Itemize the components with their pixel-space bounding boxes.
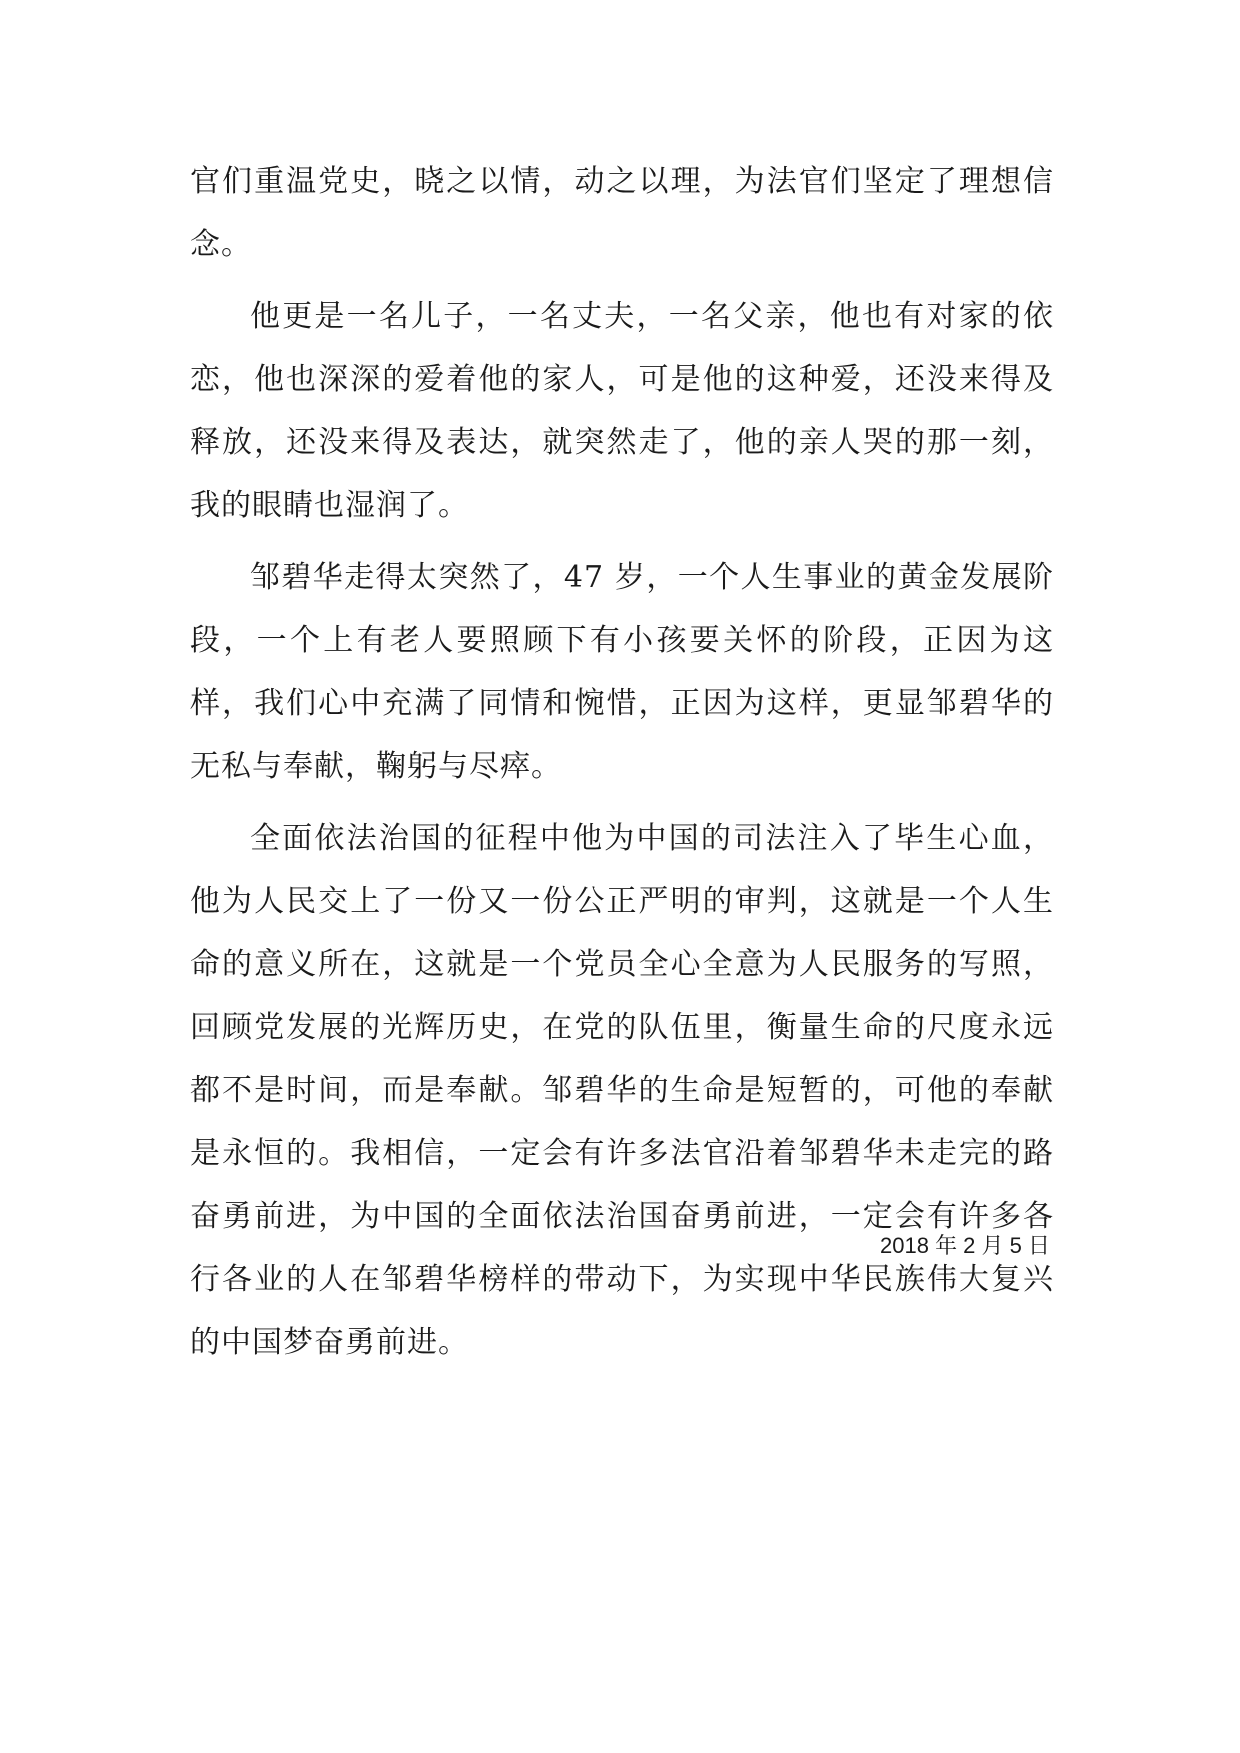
- paragraph-continued: 官们重温党史，晓之以情，动之以理，为法官们坚定了理想信念。: [190, 164, 1054, 262]
- paragraph-family: 他更是一名儿子，一名丈夫，一名父亲，他也有对家的依恋，他也深深的爱着他的家人，可是他的这种爱，还没来得及释放，还没来得及表达，就突然走了，他的亲人哭的那一刻，我的眼睛也湿润了。: [190, 299, 1054, 523]
- paragraph-legacy: 全面依法治国的征程中他为中国的司法注入了毕生心血，他为人民交上了一份又一份公正严明的审判，这就是一个人生命的意义所在，这就是一个党员全心全意为人民服务的写照，回顾党发展的光辉历史，在党的队伍里，衡量生命的尺度永远都不是时间，而是奉献。邹碧华的生命是短暂的，可他的奉献是永恒的。我相信，一定会有许多法官沿着邹碧华未走完的路奋勇前进，为中国的全面依法治国奋勇前进，一定会有许多各行各业的人在邹碧华榜样的带动下，为实现中华民族伟大复兴的中国梦奋勇前进。: [190, 821, 1054, 1360]
- document-date: 2018 年 2 月 5 日: [880, 1233, 1050, 1258]
- paragraph-sudden-death: 邹碧华走得太突然了，47 岁，一个人生事业的黄金发展阶段，一个上有老人要照顾下有小孩要关怀的阶段，正因为这样，我们心中充满了同情和惋惜，正因为这样，更显邹碧华的无私与奉献，鞠躬与尽瘁。: [190, 560, 1054, 784]
- body-text: [190, 150, 1054, 1383]
